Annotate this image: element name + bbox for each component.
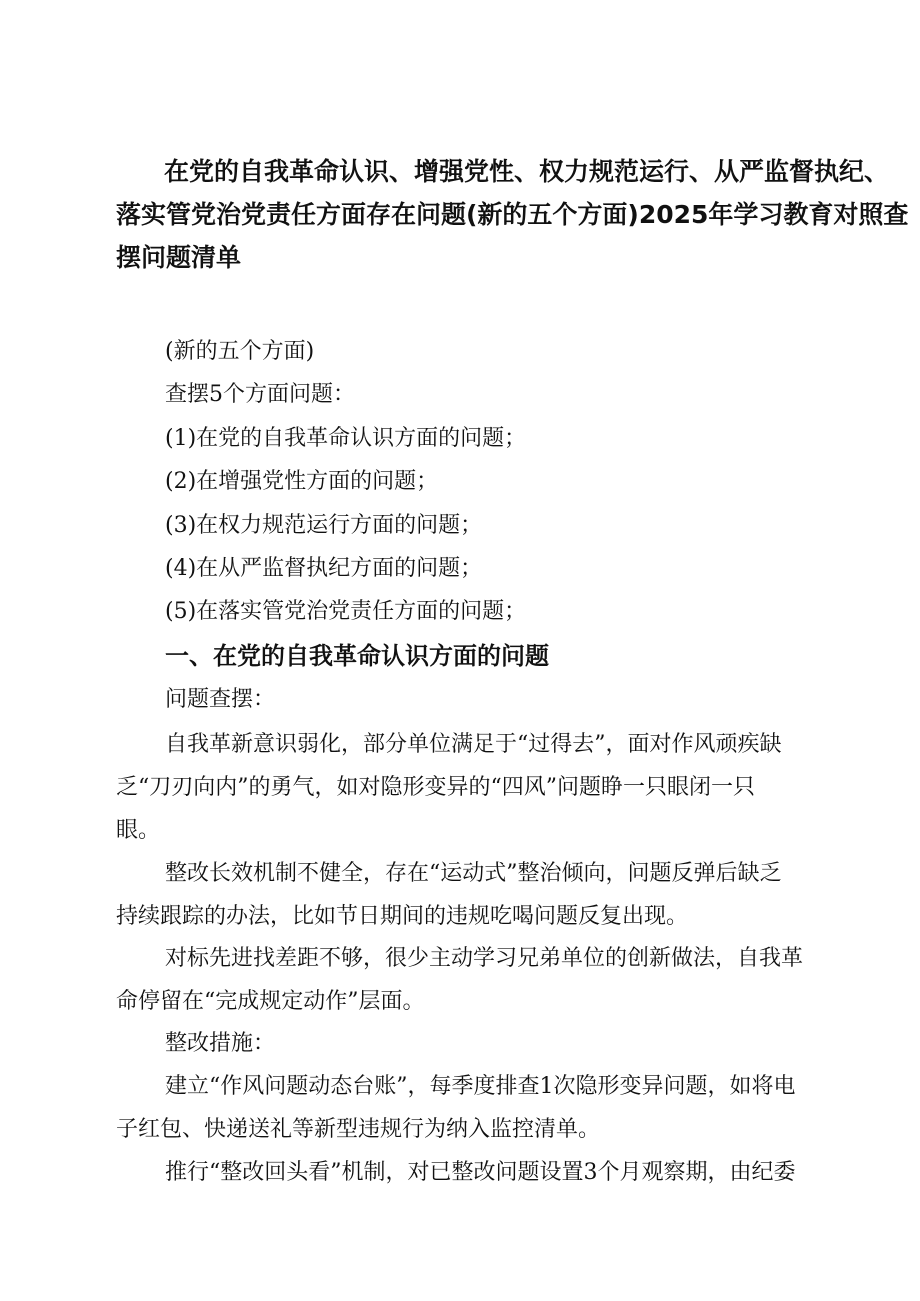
document-title	[116, 150, 909, 279]
aspect-item: (1)在党的自我革命认识方面的问题；	[165, 426, 527, 451]
paragraph-line: 整改长效机制不健全，存在“运动式”整治倾向，问题反弹后缺乏	[165, 861, 782, 886]
measures-label: 整改措施：	[165, 1031, 276, 1056]
paragraph-line: 命停留在“完成规定动作”层面。	[116, 989, 425, 1014]
aspect-item: (4)在从严监督执纪方面的问题；	[165, 556, 483, 581]
paragraph-line: 对标先进找差距不够，很少主动学习兄弟单位的创新做法，自我革	[165, 946, 804, 971]
title-line: 落实管党治党责任方面存在问题(新的五个方面)2025年学习教育对照查	[116, 200, 909, 229]
aspect-item: (2)在增强党性方面的问题；	[165, 469, 439, 494]
section-heading: 一、在党的自我革命认识方面的问题	[165, 642, 549, 670]
paragraph-line: 持续跟踪的办法，比如节日期间的违规吃喝问题反复出现。	[116, 904, 689, 929]
title-line: 在党的自我革命认识、增强党性、权力规范运行、从严监督执纪、	[164, 157, 890, 186]
aspect-item: (3)在权力规范运行方面的问题；	[165, 513, 483, 538]
subtitle: (新的五个方面)	[165, 339, 315, 364]
intro-text: 查摆5个方面问题：	[165, 382, 355, 407]
title-line: 摆问题清单	[116, 243, 242, 272]
paragraph-line: 推行“整改回头看”机制，对已整改问题设置3个月观察期，由纪委	[165, 1160, 796, 1185]
paragraph-line: 自我革新意识弱化，部分单位满足于“过得去”，面对作风顽疾缺	[165, 732, 782, 757]
paragraph-line: 子红包、快递送礼等新型违规行为纳入监控清单。	[116, 1117, 601, 1142]
paragraph-line: 建立“作风问题动态台账”，每季度排查1次隐形变异问题，如将电	[165, 1074, 796, 1099]
paragraph-line: 乏“刀刃向内”的勇气，如对隐形变异的“四风”问题睁一只眼闭一只	[116, 775, 755, 800]
aspect-item: (5)在落实管党治党责任方面的问题；	[165, 599, 527, 624]
problems-label: 问题查摆：	[165, 687, 276, 712]
paragraph-line: 眼。	[116, 818, 161, 843]
